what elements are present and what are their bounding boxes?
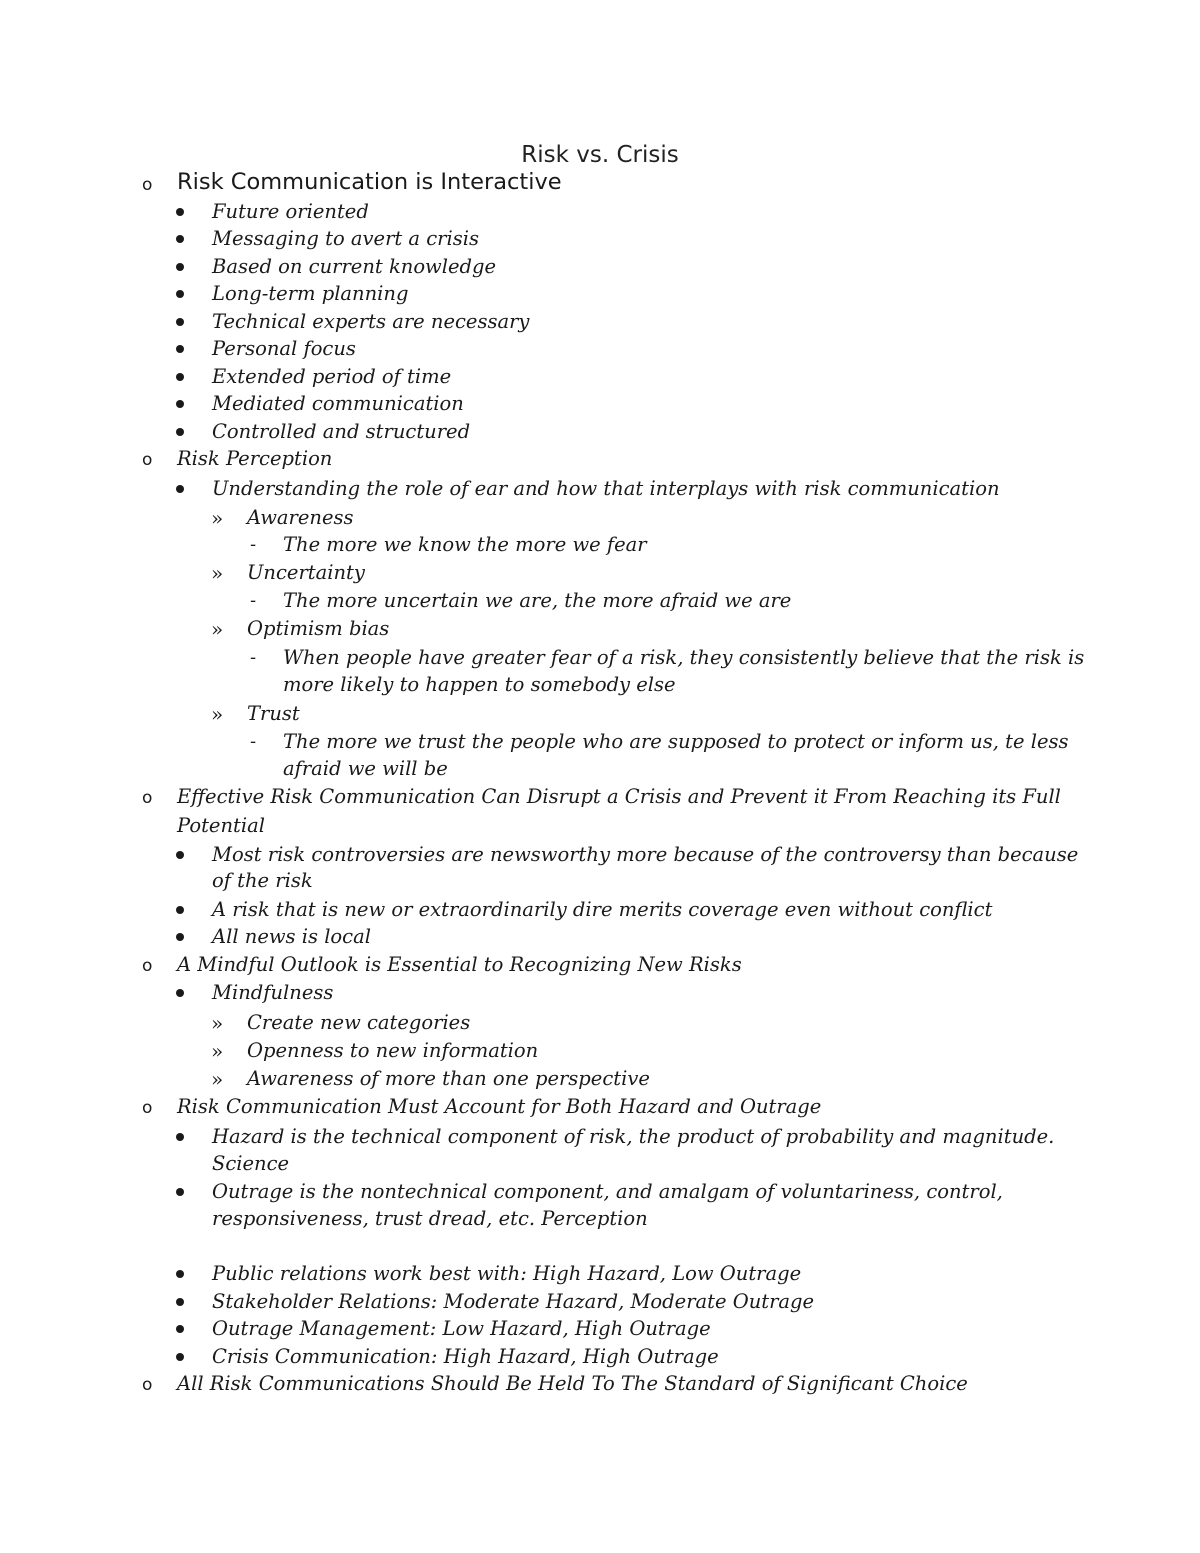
dash-bullet-icon: - <box>250 535 257 555</box>
list-item: Long-term planning <box>212 282 409 305</box>
section-heading: Risk Communication Must Account for Both Hazard and Outrage <box>177 1095 822 1118</box>
list-item: Future oriented <box>212 200 369 223</box>
sub-item: Awareness of more than one perspective <box>247 1067 650 1090</box>
list-item: All news is local <box>212 925 371 948</box>
list-item: Extended period of time <box>212 365 452 388</box>
list-item: Outrage is the nontechnical component, and amalgam of voluntariness, control, <box>212 1180 1003 1203</box>
sub-item-detail: The more we know the more we fear <box>283 533 647 556</box>
disc-bullet-icon <box>176 345 184 353</box>
list-item-continued: responsiveness, trust dread, etc. Perception <box>212 1207 648 1230</box>
section-heading: Risk Perception <box>177 447 333 470</box>
list-item: Mediated communication <box>212 392 464 415</box>
disc-bullet-icon <box>176 989 184 997</box>
list-item: Understanding the role of ear and how that interplays with risk communication <box>212 477 1000 500</box>
circle-bullet-icon: o <box>142 450 153 470</box>
section-heading: Risk Communication is Interactive <box>177 169 562 195</box>
disc-bullet-icon <box>176 235 184 243</box>
list-item: Outrage Management: Low Hazard, High Outrage <box>212 1317 711 1340</box>
double-chevron-bullet-icon: » <box>211 561 224 585</box>
sub-item: Optimism bias <box>247 617 390 640</box>
list-item: Most risk controversies are newsworthy more because of the controversy than because <box>212 843 1079 866</box>
document-title: Risk vs. Crisis <box>521 142 679 168</box>
list-item-continued: of the risk <box>212 869 313 892</box>
circle-bullet-icon: o <box>142 1098 153 1118</box>
list-item: Technical experts are necessary <box>212 310 530 333</box>
disc-bullet-icon <box>176 263 184 271</box>
list-item: Stakeholder Relations: Moderate Hazard, Moderate Outrage <box>212 1290 815 1313</box>
disc-bullet-icon <box>176 1353 184 1361</box>
disc-bullet-icon <box>176 373 184 381</box>
sub-item-detail: The more uncertain we are, the more afraid we are <box>283 589 792 612</box>
disc-bullet-icon <box>176 1298 184 1306</box>
double-chevron-bullet-icon: » <box>211 506 224 530</box>
disc-bullet-icon <box>176 208 184 216</box>
circle-bullet-icon: o <box>142 175 153 195</box>
list-item: Mindfulness <box>212 981 334 1004</box>
circle-bullet-icon: o <box>142 956 153 976</box>
section-heading: Effective Risk Communication Can Disrupt a Crisis and Prevent it From Reaching its Full <box>177 785 1061 808</box>
section-heading: All Risk Communications Should Be Held To The Standard of Significant Choice <box>177 1372 968 1395</box>
list-item: Controlled and structured <box>212 420 471 443</box>
list-item: Hazard is the technical component of risk, the product of probability and magnitude. <box>212 1125 1055 1148</box>
disc-bullet-icon <box>176 318 184 326</box>
disc-bullet-icon <box>176 1188 184 1196</box>
disc-bullet-icon <box>176 428 184 436</box>
dash-bullet-icon: - <box>250 591 257 611</box>
disc-bullet-icon <box>176 1270 184 1278</box>
dash-bullet-icon: - <box>250 648 257 668</box>
double-chevron-bullet-icon: » <box>211 1067 224 1091</box>
disc-bullet-icon <box>176 906 184 914</box>
double-chevron-bullet-icon: » <box>211 1039 224 1063</box>
sub-item: Create new categories <box>247 1011 471 1034</box>
list-item: A risk that is new or extraordinarily dire merits coverage even without conflict <box>212 898 993 921</box>
list-item: Personal focus <box>212 337 356 360</box>
sub-item-detail-continued: more likely to happen to somebody else <box>283 673 676 696</box>
double-chevron-bullet-icon: » <box>211 1011 224 1035</box>
list-item: Messaging to avert a crisis <box>212 227 479 250</box>
list-item: Public relations work best with: High Hazard, Low Outrage <box>212 1262 802 1285</box>
circle-bullet-icon: o <box>142 1375 153 1395</box>
section-heading-continued: Potential <box>177 814 265 837</box>
disc-bullet-icon <box>176 851 184 859</box>
sub-item-detail-continued: afraid we will be <box>283 757 448 780</box>
sub-item: Uncertainty <box>247 561 365 584</box>
sub-item-detail: The more we trust the people who are supposed to protect or inform us, te less <box>283 730 1069 753</box>
double-chevron-bullet-icon: » <box>211 702 224 726</box>
dash-bullet-icon: - <box>250 732 257 752</box>
disc-bullet-icon <box>176 290 184 298</box>
disc-bullet-icon <box>176 1325 184 1333</box>
list-item-continued: Science <box>212 1152 290 1175</box>
list-item: Based on current knowledge <box>212 255 497 278</box>
sub-item: Openness to new information <box>247 1039 539 1062</box>
double-chevron-bullet-icon: » <box>211 617 224 641</box>
sub-item: Awareness <box>247 506 354 529</box>
list-item: Crisis Communication: High Hazard, High Outrage <box>212 1345 719 1368</box>
disc-bullet-icon <box>176 485 184 493</box>
disc-bullet-icon <box>176 933 184 941</box>
disc-bullet-icon <box>176 1133 184 1141</box>
sub-item-detail: When people have greater fear of a risk, they consistently believe that the risk is <box>283 646 1085 669</box>
circle-bullet-icon: o <box>142 788 153 808</box>
section-heading: A Mindful Outlook is Essential to Recognizing New Risks <box>177 953 742 976</box>
sub-item: Trust <box>247 702 300 725</box>
disc-bullet-icon <box>176 400 184 408</box>
